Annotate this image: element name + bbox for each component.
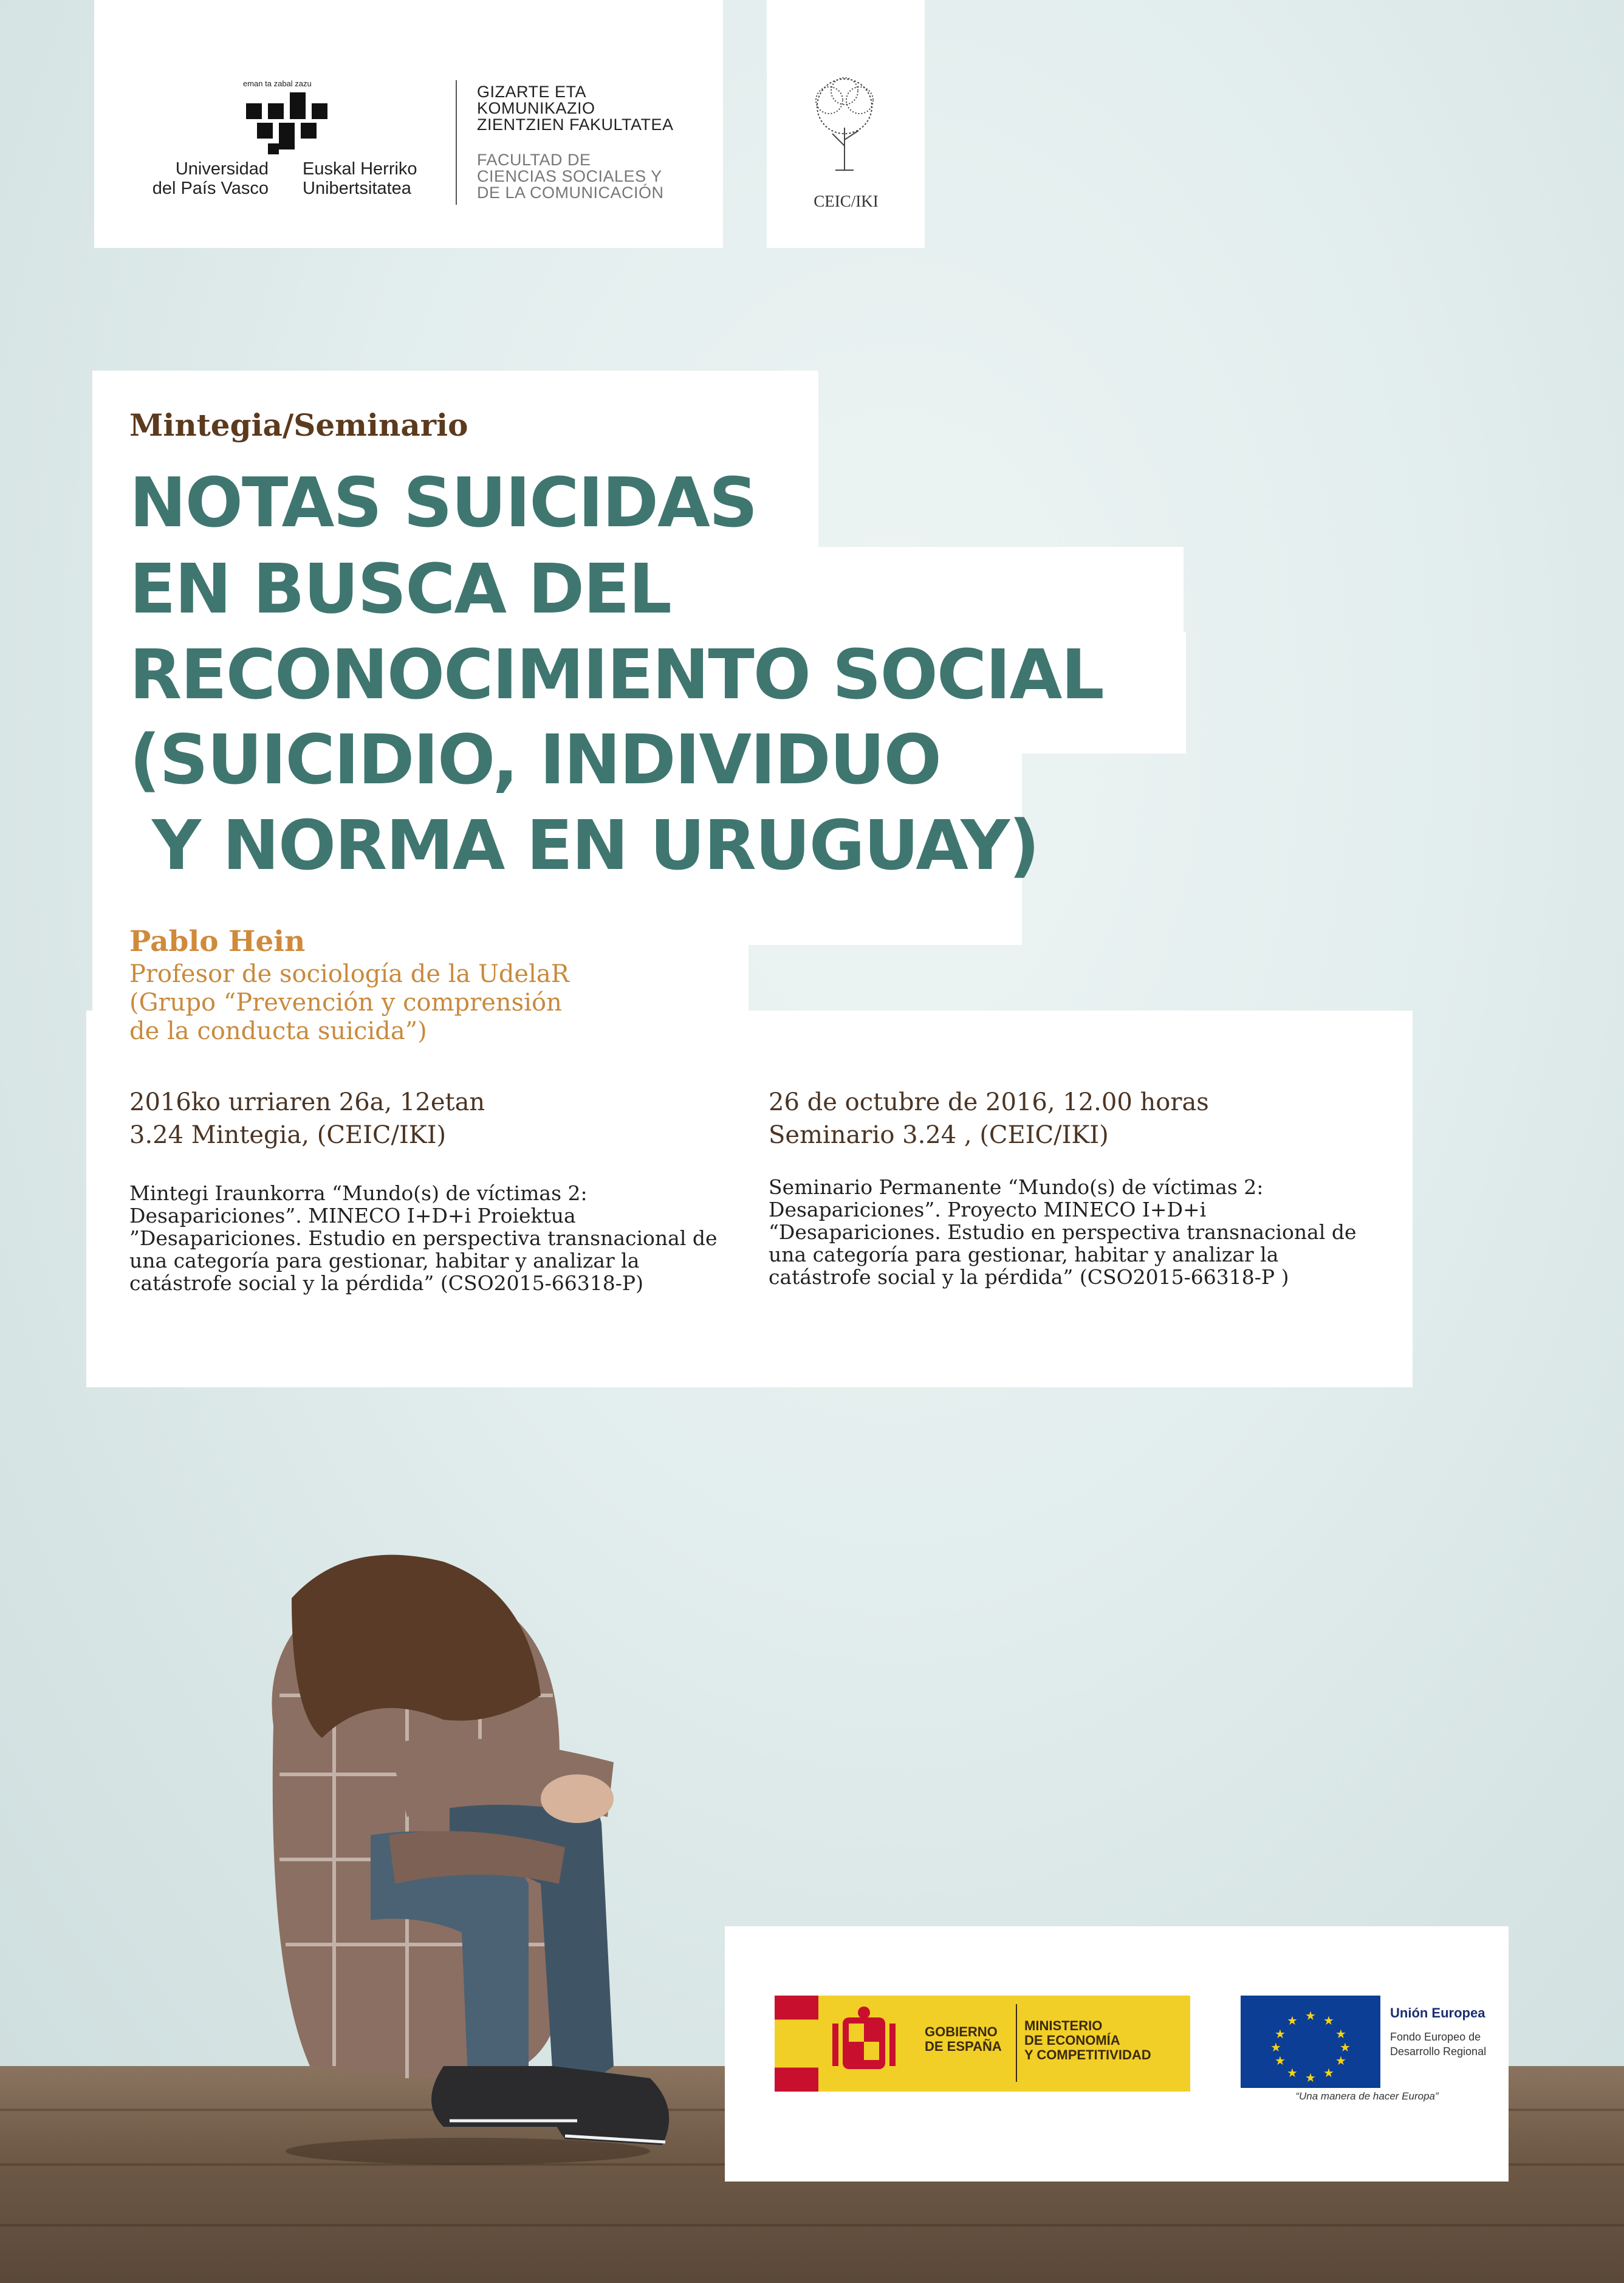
upv-separator: [456, 80, 457, 205]
event-kicker: Mintegia/Seminario: [129, 407, 468, 443]
svg-text:★: ★: [1335, 2053, 1346, 2068]
upv-name-eu: Euskal Herriko Unibertsitatea: [303, 159, 417, 198]
spain-flag-icon: [775, 1996, 818, 2092]
eu-motto: “Una manera de hacer Europa”: [1295, 2090, 1439, 2102]
svg-text:★: ★: [1340, 2040, 1351, 2055]
svg-text:★: ★: [1275, 2053, 1286, 2068]
tree-icon: [805, 73, 884, 176]
date-eu: 2016ko urriaren 26a, 12etan 3.24 Mintegia, (CEIC/IKI): [129, 1088, 485, 1149]
faculty-name-es: FACULTAD DE CIENCIAS SOCIALES Y DE LA COMUNICACIÓN: [477, 151, 664, 202]
title-line: RECONOCIMIENTO SOCIAL: [129, 636, 1103, 715]
svg-text:★: ★: [1287, 2065, 1298, 2080]
svg-text:★: ★: [1287, 2013, 1298, 2028]
title-line: EN BUSCA DEL: [129, 550, 671, 629]
seated-person-image: [188, 1543, 735, 2169]
gobierno-text: GOBIERNO DE ESPAÑA: [925, 2024, 1002, 2054]
eu-fund: Fondo Europeo de Desarrollo Regional: [1390, 2031, 1487, 2058]
upv-motto: eman ta zabal zazu: [243, 79, 312, 88]
upv-emblem-icon: [246, 92, 337, 159]
ministerio-text: MINISTERIO DE ECONOMÍA Y COMPETITIVIDAD: [1024, 2018, 1151, 2062]
ceic-label: CEIC/IKI: [814, 192, 879, 210]
description-es: Seminario Permanente “Mundo(s) de víctimas 2: Desapariciones”. Proyecto MINECO I+D+i “Desapariciones. Estudio en perspectiva transnacional de una categoría para gestionar, habitar y analizar la catástrofe social y la pérdida” (CSO2015-66318-P ): [769, 1175, 1357, 1289]
gobierno-separator: [1016, 2004, 1017, 2082]
svg-text:★: ★: [1305, 2008, 1316, 2023]
svg-text:★: ★: [1270, 2040, 1281, 2055]
speaker-affiliation: Profesor de sociología de la UdelaR (Grupo “Prevención y comprensión de la conducta suicida”): [129, 960, 569, 1045]
title-line: Y NORMA EN URUGUAY): [129, 806, 1039, 885]
speaker-name: Pablo Hein: [129, 925, 306, 958]
spain-coat-of-arms-icon: [827, 2005, 900, 2081]
svg-text:★: ★: [1323, 2065, 1334, 2080]
svg-text:★: ★: [1335, 2027, 1346, 2041]
description-eu: Mintegi Iraunkorra “Mundo(s) de víctimas 2: Desapariciones”. MINECO I+D+i Proiektua ”Desapariciones. Estudio en perspectiva transnacional de una categoría para gestionar, habitar y analizar la catástrofe social y la pérdida” (CSO2015-66318-P): [129, 1181, 718, 1295]
svg-text:★: ★: [1275, 2027, 1286, 2041]
svg-text:★: ★: [1323, 2013, 1334, 2028]
title-line: (SUICIDIO, INDIVIDUO: [129, 721, 940, 800]
title-line: NOTAS SUICIDAS: [129, 464, 757, 543]
upv-name-es: Universidad del País Vasco: [152, 159, 269, 198]
faculty-name-eu: GIZARTE ETA KOMUNIKAZIO ZIENTZIEN FAKULTATEA: [477, 83, 674, 134]
svg-text:★: ★: [1305, 2070, 1316, 2085]
eu-flag-icon: [1241, 1996, 1380, 2088]
eu-title: Unión Europea: [1390, 2005, 1485, 2020]
date-es: 26 de octubre de 2016, 12.00 horas Seminario 3.24 , (CEIC/IKI): [769, 1088, 1209, 1149]
